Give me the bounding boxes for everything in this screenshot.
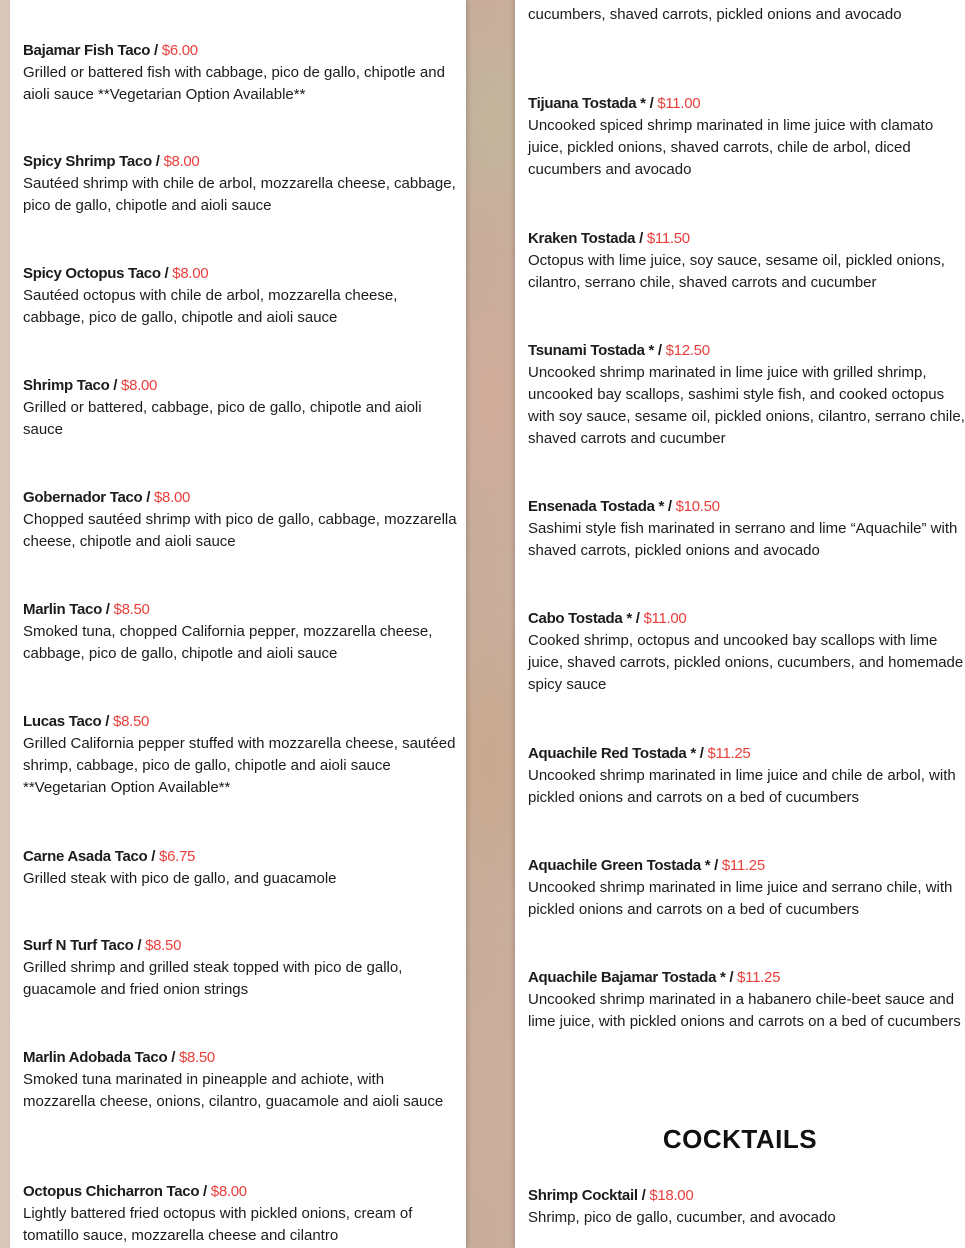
- menu-item-title: [528, 228, 965, 250]
- menu-item-description: Cooked shrimp, octopus and uncooked bay scallops with lime juice, shaved carrots, pickled onions, cucumbers, and homemade spicy sauce: [528, 632, 964, 693]
- menu-item-description: Uncooked shrimp marinated in lime juice and serrano chile, with pickled onions and carrots on a bed of cucumbers: [528, 879, 953, 918]
- menu-item-price: $18.00: [649, 1187, 694, 1204]
- menu-item: [23, 846, 460, 890]
- menu-item-separator: /: [133, 937, 146, 954]
- menu-item-separator: /: [101, 601, 114, 618]
- menu-item: [528, 743, 965, 809]
- menu-item-price: $11.00: [643, 610, 687, 627]
- partial-item-description: cucumbers, shaved carrots, pickled onions and avocado: [528, 6, 902, 23]
- menu-item-separator: /: [147, 848, 160, 865]
- tacos-menu-column: [10, 0, 466, 1248]
- menu-item-title: [528, 743, 965, 765]
- menu-item: [528, 340, 965, 450]
- menu-item-title: [528, 496, 965, 518]
- menu-item-title: [528, 855, 965, 877]
- menu-item-description: Smoked tuna marinated in pineapple and achiote, with mozzarella cheese, onions, cilantro, guacamole and aioli sauce: [23, 1071, 444, 1110]
- background-blur: [470, 650, 515, 870]
- menu-item-title: [23, 151, 460, 173]
- menu-item-description: Uncooked shrimp marinated in a habanero chile-beet sauce and lime juice, with pickled onions and carrots on a bed of cucumbers: [528, 991, 961, 1030]
- menu-item-separator: /: [710, 857, 722, 874]
- menu-item-price: $10.50: [675, 498, 720, 515]
- menu-item-name: Shrimp Taco: [23, 377, 110, 394]
- menu-item-name: Marlin Adobada Taco: [23, 1049, 168, 1066]
- menu-item-name: Carne Asada Taco: [23, 848, 148, 865]
- menu-item: [23, 711, 460, 799]
- menu-item-name: Tijuana Tostada *: [528, 95, 646, 112]
- menu-item-price: $6.00: [161, 42, 198, 59]
- menu-item-price: $6.75: [159, 848, 196, 865]
- menu-item: [528, 1185, 965, 1229]
- menu-item-name: Aquachile Bajamar Tostada *: [528, 969, 726, 986]
- menu-item-name: Spicy Octopus Taco: [23, 265, 161, 282]
- menu-item-description: Grilled or battered fish with cabbage, pico de gallo, chipotle and aioli sauce **Vegetarian Option Available**: [23, 64, 445, 103]
- menu-item-title: [23, 1047, 460, 1069]
- menu-item-separator: /: [167, 1049, 179, 1066]
- menu-item-separator: /: [142, 489, 155, 506]
- menu-item-title: [23, 487, 460, 509]
- menu-item-name: Aquachile Green Tostada *: [528, 857, 711, 874]
- background-blur: [470, 40, 515, 200]
- menu-item-separator: /: [645, 95, 658, 112]
- menu-item-price: $12.50: [665, 342, 710, 359]
- background-blur: [470, 300, 515, 500]
- menu-item: [23, 151, 460, 217]
- menu-item: [23, 1047, 460, 1113]
- menu-item-name: Ensenada Tostada *: [528, 498, 665, 515]
- menu-item-separator: /: [160, 265, 173, 282]
- menu-item-price: $8.50: [113, 601, 150, 618]
- menu-item-name: Marlin Taco: [23, 601, 102, 618]
- menu-item-description: Grilled steak with pico de gallo, and guacamole: [23, 870, 337, 887]
- menu-item-title: [23, 263, 460, 285]
- menu-item-description: Sautéed shrimp with chile de arbol, mozzarella cheese, cabbage, pico de gallo, chipotle and aioli sauce: [23, 175, 456, 214]
- menu-item-price: $8.50: [113, 713, 150, 730]
- menu-item-description: Uncooked spiced shrimp marinated in lime juice with clamato juice, pickled onions, shaved carrots, chile de arbol, diced cucumbers and avocado: [528, 117, 934, 178]
- menu-item-title: [23, 935, 460, 957]
- menu-item: [528, 855, 965, 921]
- tostadas-menu-column: [515, 0, 965, 1248]
- menu-item-description: Grilled or battered, cabbage, pico de gallo, chipotle and aioli sauce: [23, 399, 422, 438]
- menu-item-description: Octopus with lime juice, soy sauce, sesame oil, pickled onions, cilantro, serrano chile, shaved carrots and cucumber: [528, 252, 945, 291]
- menu-item: [23, 1181, 460, 1247]
- menu-item-description: Smoked tuna, chopped California pepper, mozzarella cheese, cabbage, pico de gallo, chipotle and aioli sauce: [23, 623, 433, 662]
- menu-item: [528, 228, 965, 294]
- menu-item-title: [23, 375, 460, 397]
- menu-item: [528, 93, 965, 181]
- menu-item-description: Lightly battered fried octopus with pickled onions, cream of tomatillo sauce, mozzarella cheese and cilantro: [23, 1205, 413, 1244]
- menu-item-price: $11.25: [707, 745, 751, 762]
- menu-item-description: Sashimi style fish marinated in serrano and lime “Aquachile” with shaved carrots, pickled onions and avocado: [528, 520, 958, 559]
- menu-item-separator: /: [635, 230, 647, 247]
- menu-item-separator: /: [631, 610, 644, 627]
- menu-item-price: $8.00: [121, 377, 158, 394]
- menu-item-name: Octopus Chicharron Taco: [23, 1183, 200, 1200]
- menu-item-description: Grilled shrimp and grilled steak topped with pico de gallo, guacamole and fried onion strings: [23, 959, 403, 998]
- menu-item-separator: /: [109, 377, 122, 394]
- menu-item-title: [23, 1181, 460, 1203]
- menu-item: [23, 487, 460, 553]
- menu-item-title: [23, 40, 460, 62]
- menu-item-name: Kraken Tostada: [528, 230, 636, 247]
- menu-item: [23, 375, 460, 441]
- menu-item-name: Gobernador Taco: [23, 489, 143, 506]
- menu-item-name: Shrimp Cocktail: [528, 1187, 638, 1204]
- menu-item-price: $11.25: [737, 969, 781, 986]
- menu-item-title: [528, 608, 965, 630]
- menu-item-price: $8.50: [145, 937, 182, 954]
- menu-item: [23, 599, 460, 665]
- menu-item-separator: /: [151, 153, 164, 170]
- menu-item-separator: /: [101, 713, 114, 730]
- menu-item-title: [23, 711, 460, 733]
- menu-item-separator: /: [695, 745, 708, 762]
- menu-item-separator: /: [654, 342, 666, 359]
- menu-item-title: [528, 340, 965, 362]
- menu-item-description: Shrimp, pico de gallo, cucumber, and avocado: [528, 1209, 836, 1226]
- menu-item-description: Uncooked shrimp marinated in lime juice and chile de arbol, with pickled onions and carrots on a bed of cucumbers: [528, 767, 956, 806]
- menu-item-price: $11.25: [721, 857, 765, 874]
- menu-item: [528, 608, 965, 696]
- menu-item-description: Sautéed octopus with chile de arbol, mozzarella cheese, cabbage, pico de gallo, chipotle and aioli sauce: [23, 287, 398, 326]
- menu-item: [23, 40, 460, 106]
- menu-item: [528, 967, 965, 1033]
- menu-item-name: Bajamar Fish Taco: [23, 42, 151, 59]
- menu-item-name: Spicy Shrimp Taco: [23, 153, 152, 170]
- menu-item-description: Grilled California pepper stuffed with mozzarella cheese, sautéed shrimp, cabbage, pico de gallo, chipotle and aioli sauce **Vegetarian Option Available**: [23, 735, 456, 796]
- menu-item-title: [528, 1185, 965, 1207]
- menu-item-separator: /: [725, 969, 738, 986]
- menu-item-name: Tsunami Tostada *: [528, 342, 655, 359]
- menu-item-price: $8.50: [178, 1049, 215, 1066]
- background-blur: [470, 1000, 515, 1200]
- menu-item-price: $8.00: [172, 265, 209, 282]
- menu-item-name: Aquachile Red Tostada *: [528, 745, 696, 762]
- menu-item-price: $11.00: [657, 95, 701, 112]
- menu-item-price: $8.00: [154, 489, 191, 506]
- menu-item-name: Surf N Turf Taco: [23, 937, 134, 954]
- menu-item-title: [23, 846, 460, 868]
- menu-item-title: [528, 967, 965, 989]
- menu-item-price: $11.50: [646, 230, 690, 247]
- menu-item-name: Lucas Taco: [23, 713, 102, 730]
- menu-item-price: $8.00: [210, 1183, 247, 1200]
- menu-item-price: $8.00: [163, 153, 200, 170]
- menu-item-separator: /: [664, 498, 676, 515]
- menu-item: [23, 935, 460, 1001]
- menu-item-separator: /: [637, 1187, 650, 1204]
- menu-item-name: Cabo Tostada *: [528, 610, 632, 627]
- menu-item: [528, 496, 965, 562]
- section-heading-cocktails: COCKTAILS: [662, 1124, 818, 1154]
- menu-item-title: [528, 93, 965, 115]
- menu-item: [23, 263, 460, 329]
- menu-item-description: Uncooked shrimp marinated in lime juice with grilled shrimp, uncooked bay scallops, sashimi style fish, and cooked octopus with soy sauce, sesame oil, pickled onions, cilantro, serrano chile, shaved carrots and cucumber: [528, 364, 965, 447]
- menu-item-separator: /: [150, 42, 162, 59]
- menu-item-separator: /: [199, 1183, 211, 1200]
- menu-item-description: Chopped sautéed shrimp with pico de gallo, cabbage, mozzarella cheese, chipotle and aioli sauce: [23, 511, 457, 550]
- menu-item-title: [23, 599, 460, 621]
